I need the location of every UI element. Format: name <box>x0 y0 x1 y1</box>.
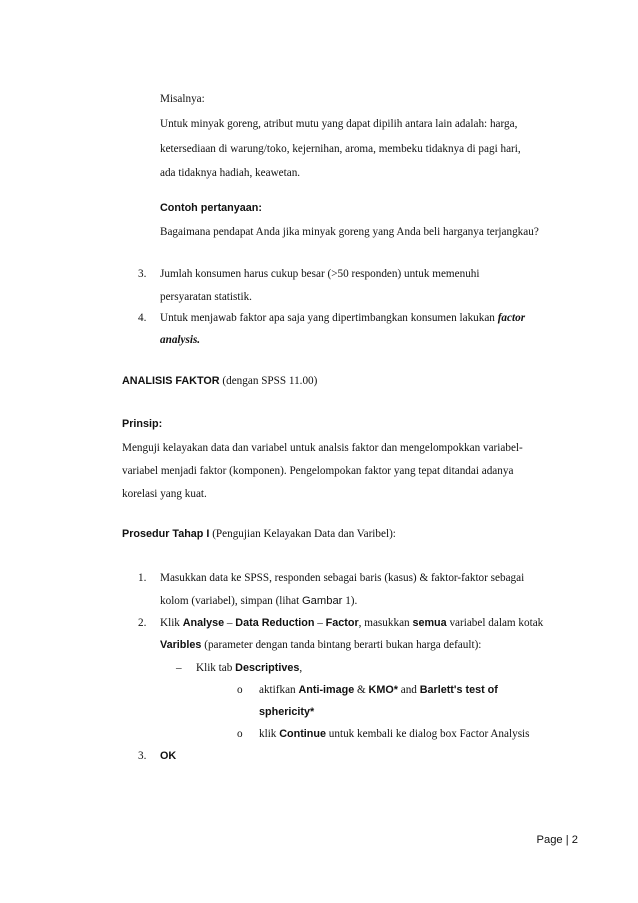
step-number-3: 3. <box>138 750 147 762</box>
prosedur-note: (Pengujian Kelayakan Data dan Varibel): <box>209 528 396 540</box>
button-continue-ref: Continue <box>279 728 326 740</box>
and-text: and <box>397 684 420 696</box>
option-click: klik <box>259 728 280 740</box>
list-item-4-line-2: analysis. <box>160 334 201 346</box>
step-number-2: 2. <box>138 617 147 629</box>
example-line-1: Untuk minyak goreng, atribut mutu yang dapat dipilih antara lain adalah: harga, <box>160 118 518 130</box>
list-number-4: 4. <box>138 312 147 324</box>
option-line-1 <box>259 683 498 697</box>
heading-title: ANALISIS FAKTOR <box>122 375 220 387</box>
list-number-3: 3. <box>138 268 147 280</box>
prinsip-line-3: korelasi yang kuat. <box>122 488 207 500</box>
prinsip-line-1: Menguji kelayakan data dan variabel untuk analsis faktor dan mengelompokkan variabel- <box>122 442 523 454</box>
step-2-click: Klik <box>160 617 183 629</box>
question-text: Bagaimana pendapat Anda jika minyak goreng yang Anda beli harganya terjangkau? <box>160 226 539 238</box>
option-barlett: Barlett's test of <box>419 684 498 696</box>
figure-reference: Gambar <box>301 595 343 607</box>
list-item-4-line-1 <box>160 311 525 325</box>
heading-subtitle: (dengan SPSS 11.00) <box>219 375 318 387</box>
ampersand: & <box>354 684 369 696</box>
list-item-3-line-1: Jumlah konsumen harus cukup besar (>50 responden) untuk memenuhi <box>160 268 480 280</box>
menu-data-reduction: Data Reduction <box>235 617 315 629</box>
dash-bullet: – <box>176 662 182 674</box>
step-1-line-2 <box>160 594 357 608</box>
step-2-line-2 <box>160 638 481 652</box>
box-variables: Varibles <box>160 639 202 651</box>
page-number: Page | 2 <box>536 834 578 846</box>
bullet-o-2: o <box>237 728 243 740</box>
option-kmo: KMO* <box>368 684 398 696</box>
bullet-o-1: o <box>237 684 243 696</box>
substep-text: Klik tab <box>196 662 236 674</box>
option-anti-image: Anti-image <box>298 684 355 696</box>
example-intro: Misalnya: <box>160 93 205 105</box>
list-item-3-line-2: persyaratan statistik. <box>160 291 252 303</box>
prosedur-label: Prosedur Tahap I <box>122 528 210 540</box>
step-2-line-1 <box>160 616 543 630</box>
separator: – <box>314 617 326 629</box>
option-text: aktifkan <box>259 684 299 696</box>
step-1-figure-number: 1). <box>342 595 358 607</box>
menu-analyse: Analyse <box>182 617 225 629</box>
prosedur-heading <box>122 527 396 541</box>
tab-descriptives: Descriptives <box>235 662 300 674</box>
prinsip-line-2: variabel menjadi faktor (komponen). Pengelompokan faktor yang tepat ditandai adanya <box>122 465 514 477</box>
step-2-text-end: variabel dalam kotak <box>446 617 544 629</box>
section-heading <box>122 374 317 388</box>
prinsip-label: Prinsip: <box>122 418 163 430</box>
step-2-note: (parameter dengan tanda bintang berarti bukan harga default): <box>201 639 482 651</box>
substep-descriptives <box>196 661 302 675</box>
example-line-3: ada tidaknya hadiah, keawetan. <box>160 167 301 179</box>
option-continue-text: untuk kembali ke dialog box Factor Analysis <box>325 728 530 740</box>
separator: – <box>224 617 236 629</box>
list-item-4-emphasis: factor <box>497 312 526 324</box>
menu-factor: Factor <box>325 617 359 629</box>
emphasis-semua: semua <box>412 617 447 629</box>
list-item-4-text: Untuk menjawab faktor apa saja yang dipertimbangkan konsumen lakukan <box>160 312 498 324</box>
step-1-text: kolom (variabel), simpan (lihat <box>160 595 302 607</box>
step-1-line-1: Masukkan data ke SPSS, responden sebagai baris (kasus) & faktor-faktor sebagai <box>160 572 525 584</box>
option-continue-line <box>259 727 530 741</box>
step-number-1: 1. <box>138 572 147 584</box>
option-line-2: sphericity* <box>259 706 315 718</box>
step-3-ok: OK <box>160 750 177 762</box>
comma: , <box>299 662 303 674</box>
question-label: Contoh pertanyaan: <box>160 202 262 214</box>
example-line-2: ketersediaan di warung/toko, kejernihan, aroma, membeku tidaknya di pagi hari, <box>160 143 521 155</box>
step-2-text: , masukkan <box>358 617 413 629</box>
